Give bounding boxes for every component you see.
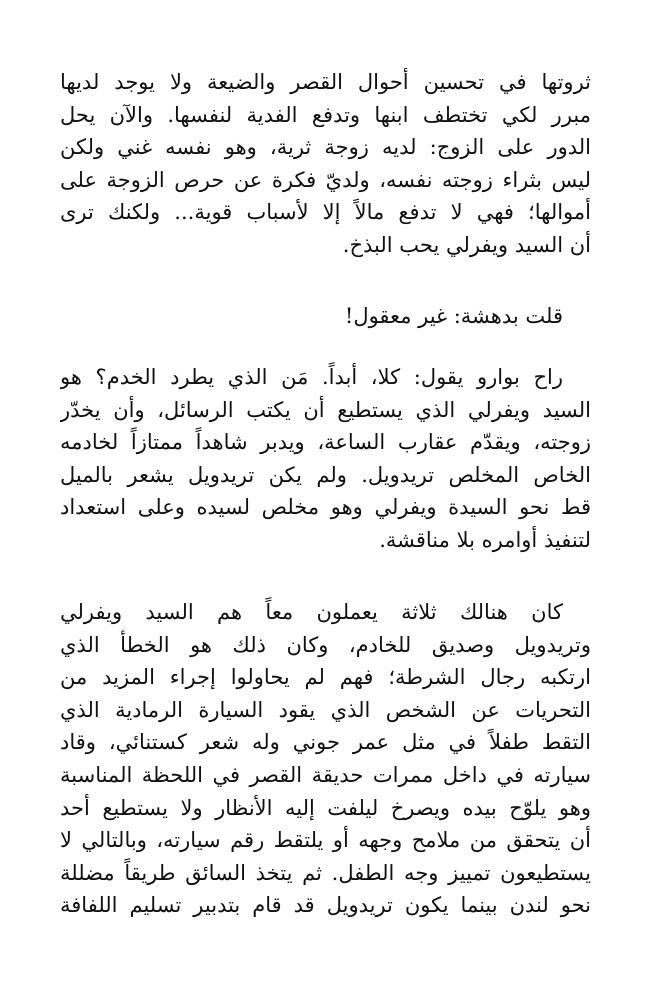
text-line: وتريدويل وصديق للخادم، وكان ذلك هو الخطأ الذي xyxy=(60,632,591,657)
text-line: يستطيعون تمييز وجه الطفل. ثم يتخذ السائق طريقاً مضللة xyxy=(60,860,591,885)
text-line: زوجته، ويقدّم عقارب الساعة، ويدبر شاهداً ممتازاً لخادمه xyxy=(60,430,591,455)
text-line: وهو يلوّح بيده ويصرخ ليلفت إليه الأنظار ولا يستطيع أحد xyxy=(60,795,591,820)
text-line: قط نحو السيدة ويفرلي وهو مخلص لسيده وعلى استعداد xyxy=(60,495,591,520)
text-line: قلت بدهشة: غير معقول! xyxy=(344,304,563,328)
text-line: كان هنالك ثلاثة يعملون معاً هم السيد ويفرلي xyxy=(60,600,563,624)
text-line: ثروتها في تحسين أحوال القصر والضيعة ولا يوجد لديها xyxy=(60,70,591,94)
text-line: نحو لندن بينما يكون تريدويل قد قام بتدبير تسليم اللفافة xyxy=(60,893,591,918)
text-line: الخاص المخلص تريدويل. ولم يكن تريدويل يشعر بالميل xyxy=(60,462,591,487)
text-line: الدور على الزوج: لديه زوجة ثرية، وهو نفسه غني ولكن xyxy=(60,135,591,160)
text-line: أن السيد ويفرلي يحب البذخ. xyxy=(342,232,591,257)
text-line: التقط طفلاً في مثل عمر جوني وله شعر كستنائي، وقاد xyxy=(60,730,591,755)
paragraph-3 xyxy=(60,361,591,557)
text-line: راح بوارو يقول: كلا، أبداً. مَن الذي يطرد الخدم؟ هو xyxy=(60,365,563,389)
paragraph-2 xyxy=(60,300,591,333)
text-line: ليس بثراء زوجته نفسه، ولديّ فكرة عن حرص الزوجة على xyxy=(60,167,591,192)
text-line: أن يتحقق من ملامح وجهه أو يلتقط رقم سيارته، وبالتالي لا xyxy=(60,828,591,853)
text-line: لتنفيذ أوامره بلا مناقشة. xyxy=(379,527,591,552)
text-line: سيارته في داخل ممرات حديقة القصر في اللحظة المناسبة xyxy=(60,762,591,787)
text-line: التحريات عن الشخص الذي يقود السيارة الرمادية الذي xyxy=(60,697,591,722)
text-line: أموالها؛ فهي لا تدفع مالاً إلا لأسباب قوية... ولكنك ترى xyxy=(60,200,591,225)
text-line: ارتكبه رجال الشرطة؛ فهم لم يحاولوا إجراء المزيد من xyxy=(60,665,591,690)
paragraph-1 xyxy=(60,66,591,262)
text-line: السيد ويفرلي الذي يستطيع أن يكتب الرسائل، وأن يخدّر xyxy=(60,397,591,422)
paragraph-4 xyxy=(60,596,591,922)
text-line: مبرر لكي تختطف ابنها وتدفع الفدية لنفسها. والآن يحل xyxy=(60,102,591,127)
